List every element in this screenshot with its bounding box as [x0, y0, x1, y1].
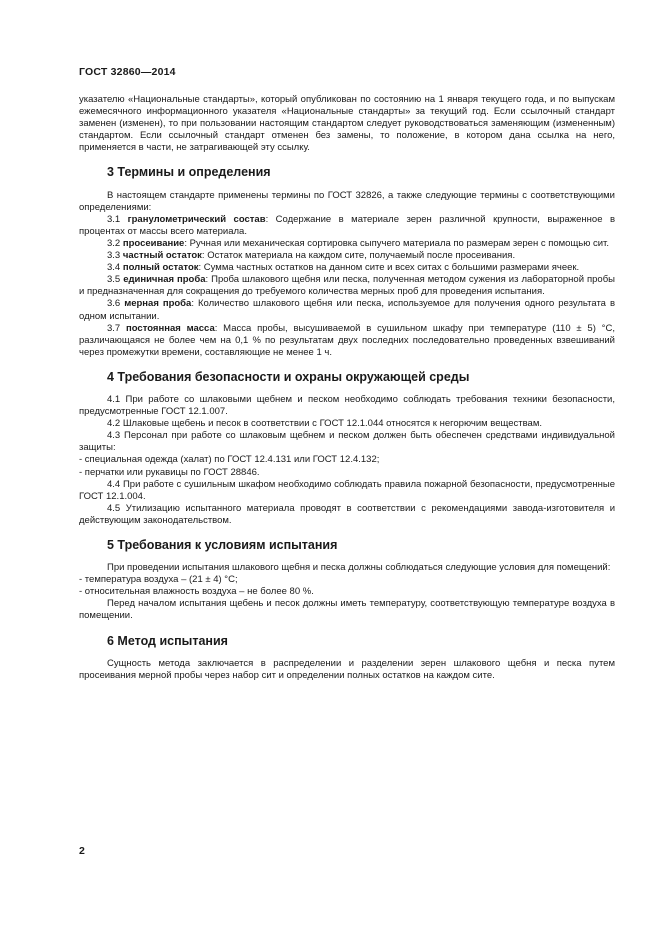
term-3-2: 3.2 просеивание: Ручная или механическая сортировка сыпучего материала по размерам зерен с помощью сит. [107, 237, 609, 249]
para-4-2: 4.2 Шлаковые щебень и песок в соответствии с ГОСТ 12.1.044 относятся к негорючим веществам. [107, 418, 543, 430]
section-6-title: 6 Метод испытания [107, 633, 228, 648]
list-item: - специальная одежда (халат) по ГОСТ 12.4.131 или ГОСТ 12.4.132; [79, 454, 380, 466]
section-3-lead: В настоящем стандарте применены термины по ГОСТ 32826, а также следующие термины с соответствующими определениями: [79, 189, 615, 213]
term-3-3: 3.3 частный остаток: Остаток материала на каждом сите, получаемый после просеивания. [107, 250, 516, 262]
para-4-1: 4.1 При работе со шлаковыми щебнем и песком необходимо соблюдать требования техники безопасности, предусмотренные ГОСТ 12.1.007. [79, 393, 615, 418]
section-4-title: 4 Требования безопасности и охраны окружающей среды [107, 369, 470, 384]
intro-paragraph: указателю «Национальные стандарты», который опубликован по состоянию на 1 января текущего года, и по выпускам ежемесячного информационного указателя «Национальные стандарты» за текущий год. Если ссылочный стандарт заменен (изменен), то при пользовании настоящим стандартом следует руководствоваться заменяющим (измененным) стандартом. Если ссылочный стандарт отменен без замены, то положение, в котором дана ссылка на него, применяется в части, не затрагивающей эту ссылку. [79, 94, 615, 154]
term-3-1: 3.1 гранулометрический состав: Содержание в материале зерен различной крупности, выраженное в процентах от массы всего материала. [79, 213, 615, 237]
term-3-5: 3.5 единичная проба: Проба шлакового щебня или песка, полученная методом сужения из лабораторной пробы и предназначенная для сокращения до требуемого количества мерных проб для проведения испытания. [79, 274, 615, 298]
para-5-2: Перед началом испытания щебень и песок должны иметь температуру, соответствующую температуре воздуха в помещении. [79, 598, 615, 622]
para-4-3: 4.3 Персонал при работе со шлаковым щебнем и песком должен быть обеспечен средствами индивидуальной защиты: [79, 430, 615, 454]
section-5-title: 5 Требования к условиям испытания [107, 538, 338, 552]
page-number: 2 [79, 845, 85, 857]
term-3-6: 3.6 мерная проба: Количество шлакового щебня или песка, используемое для получения одного результата в одном испытании. [79, 298, 615, 322]
list-item: - относительная влажность воздуха – не более 80 %. [79, 586, 314, 598]
para-6-1: Сущность метода заключается в распределении и разделении зерен шлакового щебня и песка путем просеивания мерной пробы через набор сит и определении полных остатков на каждом сите. [79, 657, 615, 681]
list-item: - перчатки или рукавицы по ГОСТ 28846. [79, 466, 260, 478]
page-content [79, 94, 615, 682]
list-item: - температура воздуха – (21 ± 4) °С; [79, 574, 238, 586]
term-3-4: 3.4 полный остаток: Сумма частных остатков на данном сите и всех ситах с большими размерами ячеек. [107, 262, 580, 274]
term-3-7: 3.7 постоянная масса: Масса пробы, высушиваемой в сушильном шкафу при температуре (110 ± 5) °С, различающаяся не более чем на 0,1 % по результатам двух последних последовательно проведенных взвешиваний через промежутки времени, составляющие не менее 1 ч. [79, 322, 615, 358]
para-5-1: При проведении испытания шлакового щебня и песка должны соблюдаться следующие условия для помещений: [107, 562, 611, 574]
para-4-5: 4.5 Утилизацию испытанного материала проводят в соответствии с рекомендациями завода-изготовителя и действующим законодательством. [79, 502, 615, 526]
section-3-title: 3 Термины и определения [107, 165, 271, 180]
para-4-4: 4.4 При работе с сушильным шкафом необходимо соблюдать правила пожарной безопасности, предусмотренные ГОСТ 12.1.004. [79, 478, 615, 502]
document-header: ГОСТ 32860—2014 [79, 66, 176, 78]
